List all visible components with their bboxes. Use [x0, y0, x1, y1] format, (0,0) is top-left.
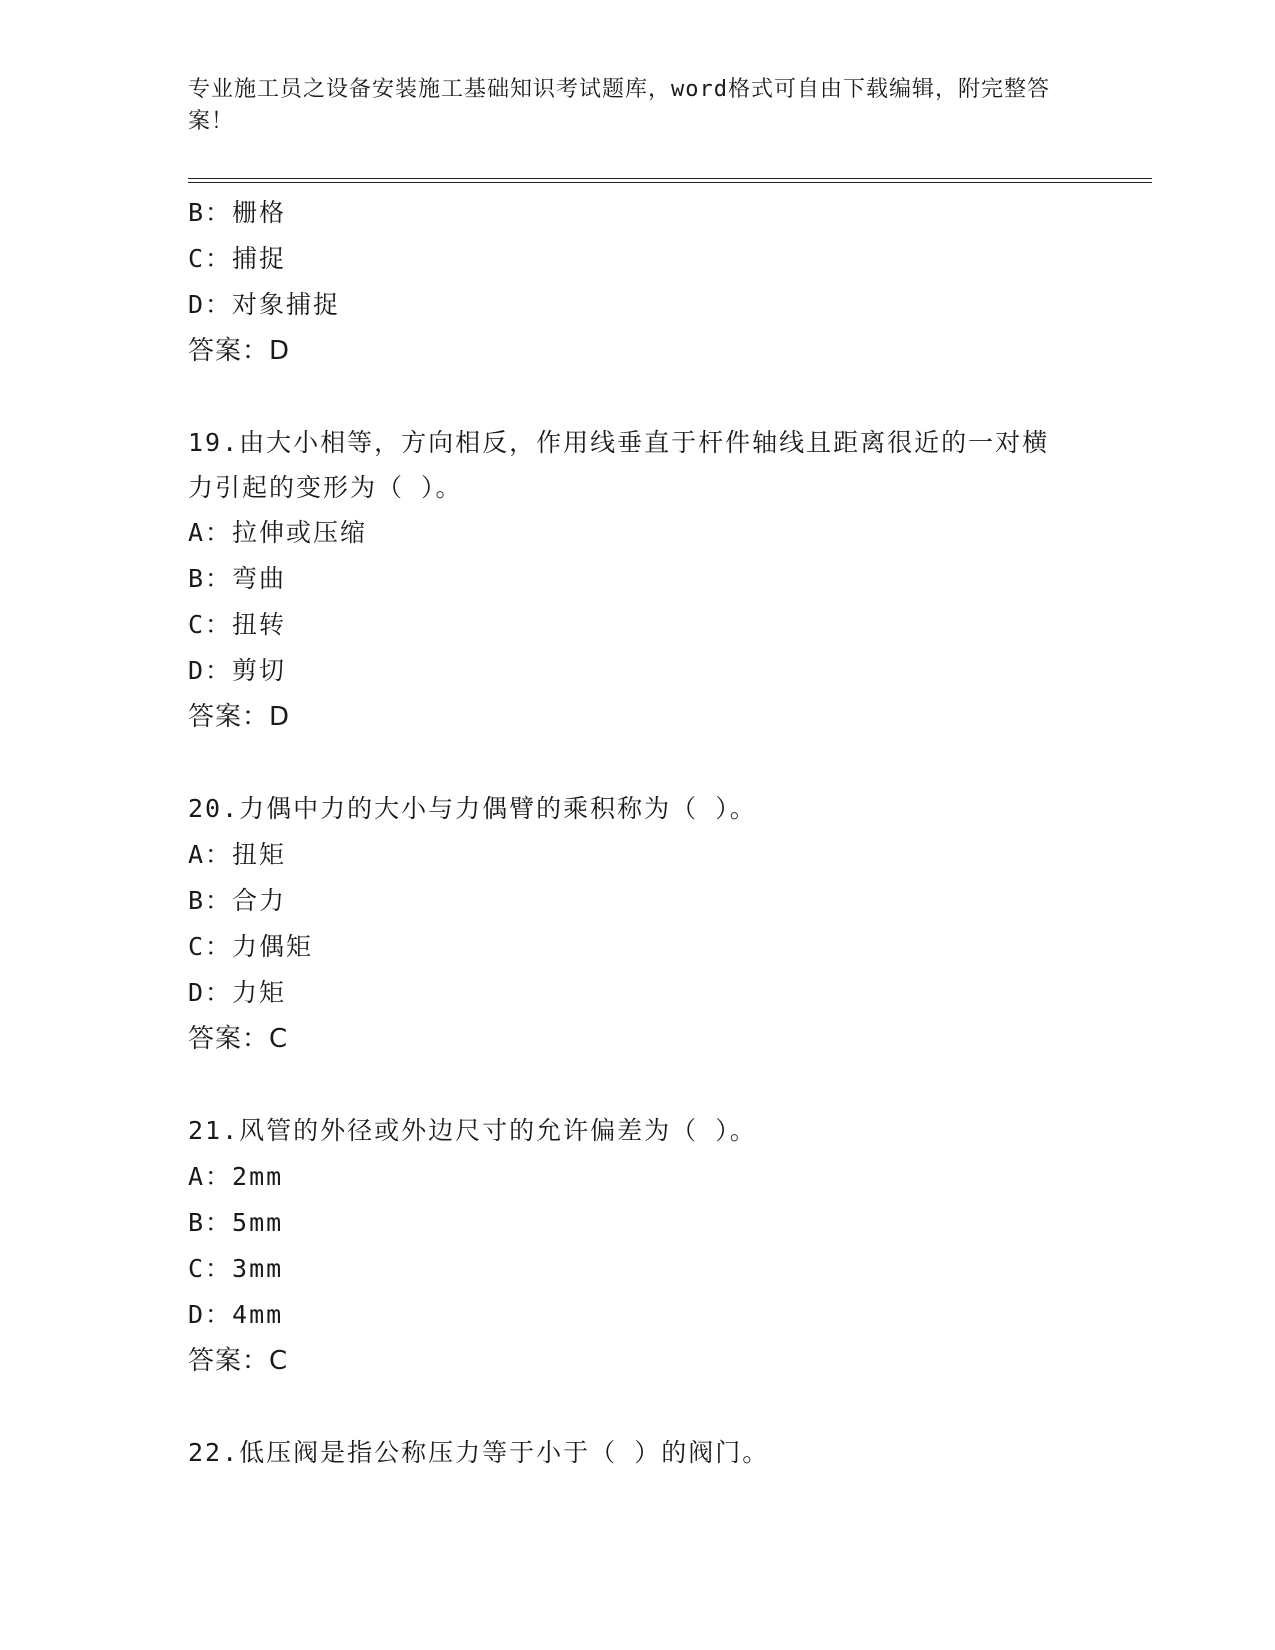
option-c: C：扭转: [188, 610, 287, 639]
option-d: D：4mm: [188, 1300, 284, 1329]
question-list: [188, 190, 1088, 1476]
option-c: C：捕捉: [188, 244, 287, 273]
question-block: [188, 190, 1088, 374]
question-block: [188, 1430, 1088, 1476]
header-rule-bottom: [188, 182, 1152, 183]
answer-line: 答案：D: [188, 336, 291, 366]
option-a: A：拉伸或压缩: [188, 518, 368, 547]
header-rule-top: [188, 178, 1152, 179]
option-d: D：力矩: [188, 978, 287, 1007]
option-b: B：栅格: [188, 198, 287, 227]
answer-line: 答案：D: [188, 702, 291, 732]
option-a: A：扭矩: [188, 840, 287, 869]
question-block: [188, 786, 1088, 1062]
answer-line: 答案：C: [188, 1346, 289, 1376]
question-block: [188, 420, 1088, 740]
question-block: [188, 1108, 1088, 1384]
question-stem: 22.低压阀是指公称压力等于小于（ ）的阀门。: [188, 1438, 770, 1467]
document-header: 专业施工员之设备安装施工基础知识考试题库，word格式可自由下载编辑，附完整答案！: [188, 77, 1050, 134]
answer-line: 答案：C: [188, 1024, 289, 1054]
option-c: C：力偶矩: [188, 932, 314, 961]
option-a: A：2mm: [188, 1162, 284, 1191]
option-d: D：剪切: [188, 656, 287, 685]
question-stem: 20.力偶中力的大小与力偶臂的乘积称为（ ）。: [188, 794, 757, 823]
question-stem: 19.由大小相等，方向相反，作用线垂直于杆件轴线且距离很近的一对横力引起的变形为（ ）。: [188, 428, 1050, 502]
option-b: B：弯曲: [188, 564, 287, 593]
option-d: D：对象捕捉: [188, 290, 341, 319]
option-b: B：5mm: [188, 1208, 284, 1237]
option-c: C：3mm: [188, 1254, 284, 1283]
question-stem: 21.风管的外径或外边尺寸的允许偏差为（ ）。: [188, 1116, 757, 1145]
option-b: B：合力: [188, 886, 287, 915]
